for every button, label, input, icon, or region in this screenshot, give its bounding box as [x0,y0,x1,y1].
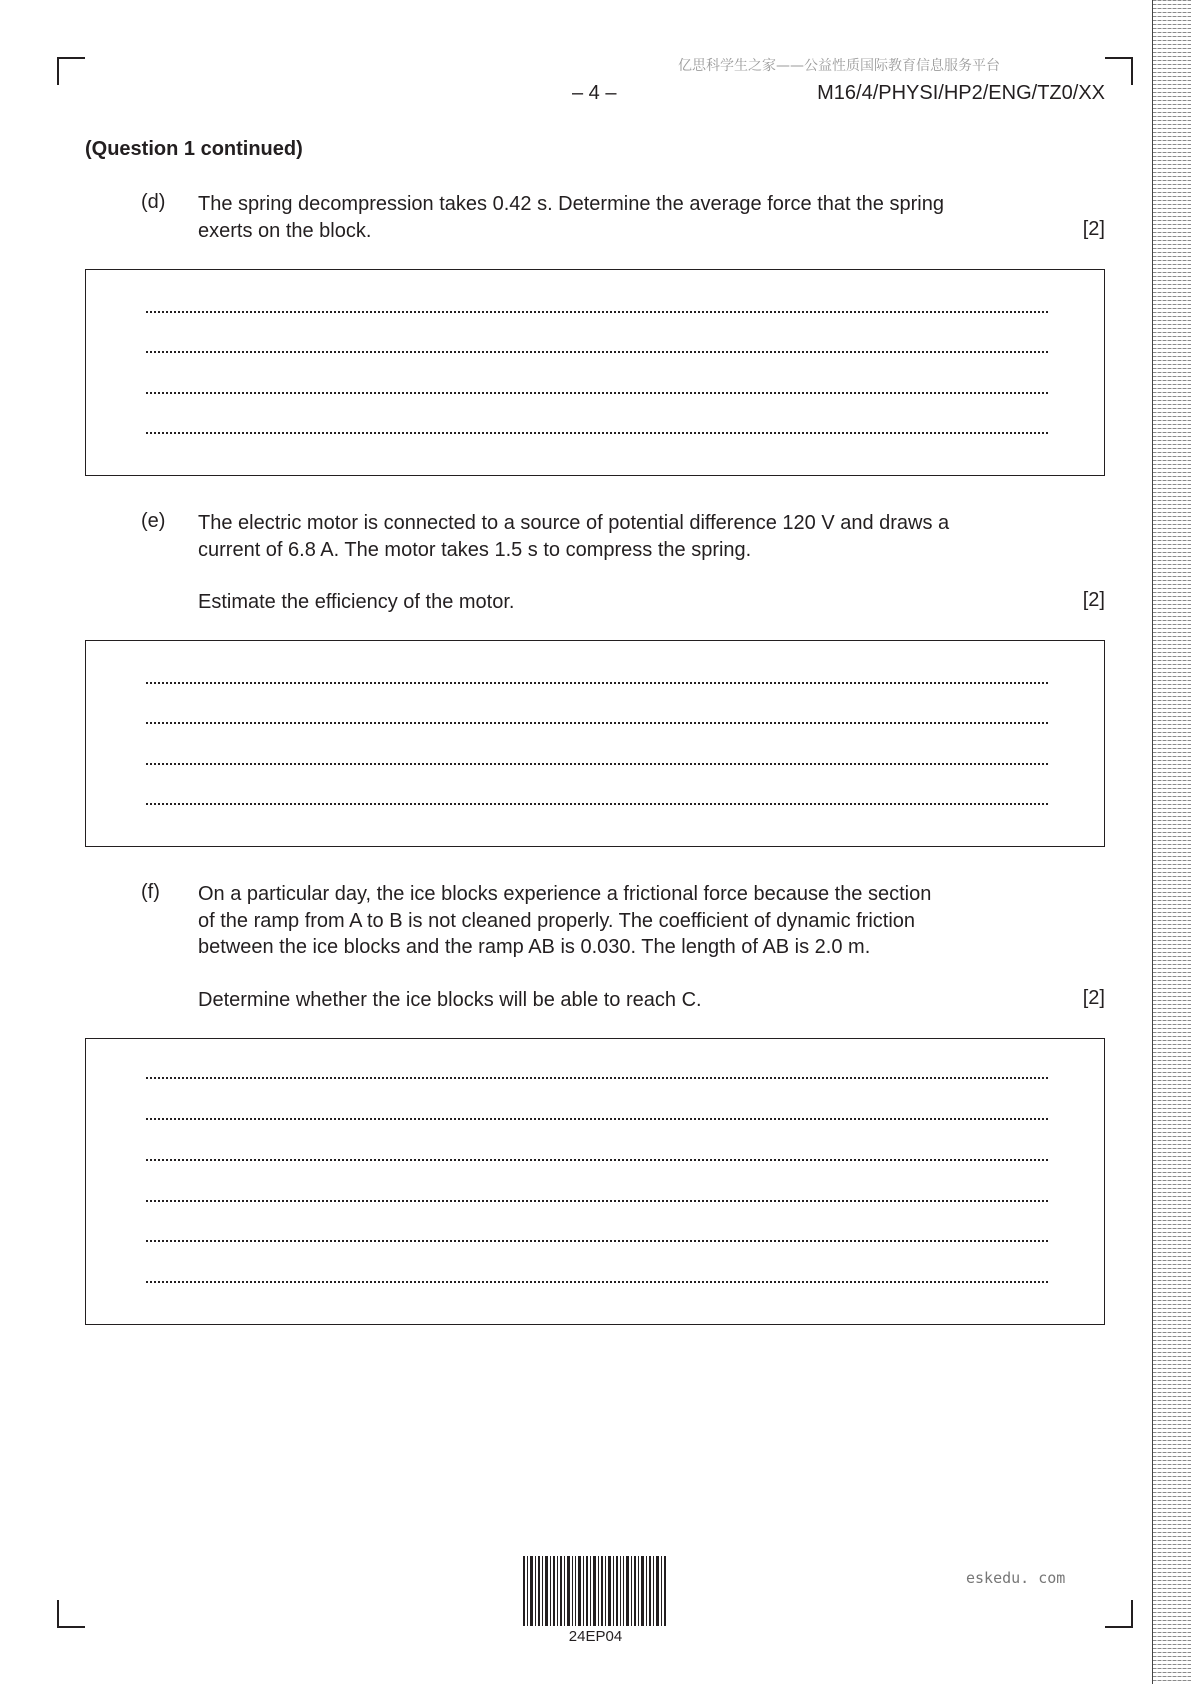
answer-line [146,311,1048,313]
question-d-text [198,191,1048,244]
answer-box-e[interactable] [85,640,1105,847]
question-e-marks: [2] [1082,589,1105,611]
crop-mark-bottom-left [57,1600,85,1628]
crop-mark-top-left [57,57,85,85]
question-e-line-2: current of 6.8 A. The motor takes 1.5 s to compress the spring. [198,538,752,561]
answer-line [146,722,1048,724]
question-continued-heading: (Question 1 continued) [85,138,303,160]
barcode-label: 24EP04 [568,1628,623,1645]
answer-line [146,392,1048,394]
question-d-line-2: exerts on the block. [198,219,372,242]
margin-stripe [1152,0,1191,1684]
question-f-prompt: Determine whether the ice blocks will be able to reach C. [198,989,702,1011]
question-e-label: (e) [141,510,166,532]
answer-line [146,682,1048,684]
question-e-line-1: The electric motor is connected to a source of potential difference 120 V and draws a [198,512,950,534]
site-watermark: eskedu. com [966,1569,1066,1587]
answer-line [146,763,1048,765]
crop-mark-bottom-right [1105,1600,1133,1628]
answer-line [146,351,1048,353]
answer-line [146,1200,1048,1202]
answer-line [146,1159,1048,1161]
question-d-line-1: The spring decompression takes 0.42 s. Determine the average force that the spring [198,193,944,215]
answer-line [146,1118,1048,1120]
barcode [523,1556,668,1626]
question-f-line-3: between the ice blocks and the ramp AB is 0.030. The length of AB is 2.0 m. [198,936,871,958]
question-f-line-2: of the ramp from A to B is not cleaned properly. The coefficient of dynamic friction [198,909,916,932]
question-f-marks: [2] [1082,987,1105,1009]
paper-code: M16/4/PHYSI/HP2/ENG/TZ0/XX [817,82,1105,104]
question-f-label: (f) [141,881,160,903]
watermark-text: 亿思科学生之家——公益性质国际教育信息服务平台 [678,58,1000,74]
page-number: – 4 – [572,82,617,104]
answer-line [146,1281,1048,1283]
answer-line [146,1077,1048,1079]
crop-mark-top-right [1105,57,1133,85]
answer-box-f[interactable] [85,1038,1105,1325]
answer-box-d[interactable] [85,269,1105,476]
answer-line [146,1240,1048,1242]
question-f-line-1: On a particular day, the ice blocks experience a frictional force because the section [198,883,932,905]
question-f-text [198,881,1048,961]
answer-line [146,803,1048,805]
answer-line [146,432,1048,434]
question-d-label: (d) [141,191,166,213]
question-e-prompt: Estimate the efficiency of the motor. [198,591,515,613]
question-d-marks: [2] [1082,218,1105,240]
question-e-text [198,510,1048,563]
